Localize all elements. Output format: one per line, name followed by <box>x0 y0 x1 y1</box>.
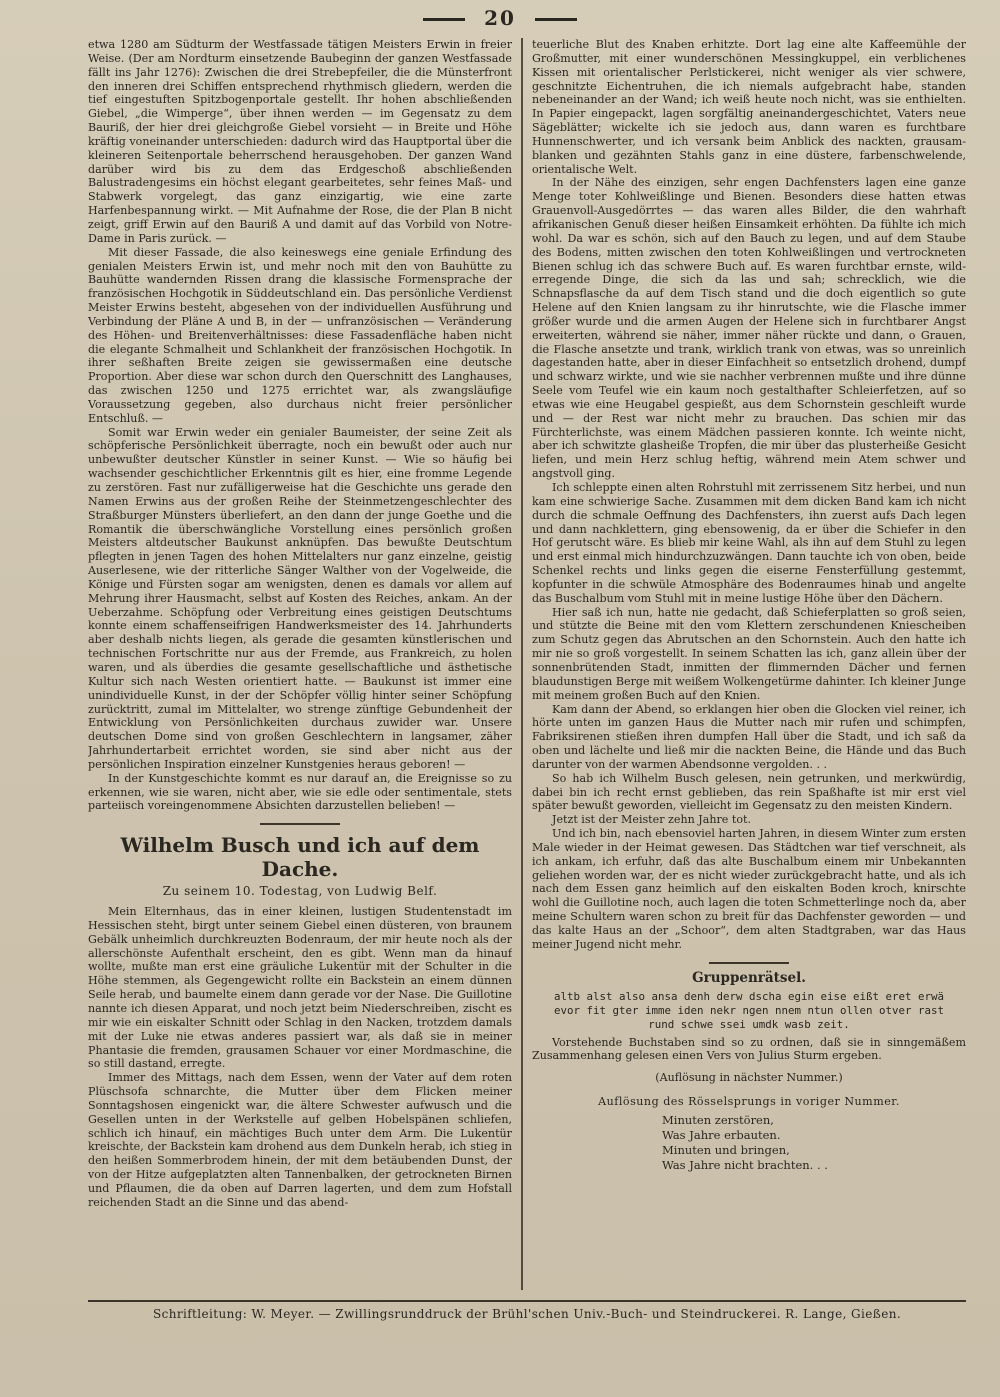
page-number <box>0 6 1000 30</box>
article-paragraph: etwa 1280 am Südturm der Westfassade tätigen Meisters Erwin in freier Weise. (Der am Nordturm einsetzende Baubeginn der ganzen Westfassade fällt ins Jahr 1276): Zwischen die drei Strebepfeiler, die die Münsterfront den inneren drei Schiffen entsprechend rhythmisch gliedern, werden die tief eingestuften Spitzbogenportale gestellt. Ihr hohen abschließenden Giebel, „die Wimperge“, über ihnen werden — im Gegensatz zu dem Bauriß, der hier drei gleichgroße Giebel vorsieht — in Breite und Höhe kräftig voneinander unterschieden: dadurch wird das Hauptportal über die kleineren Seitenportale beherrschend herausgehoben. Der ganzen Wand darüber wird bis zu dem das Erdgeschoß abschließenden Balustradengesims ein höchst elegant gearbeitetes, sehr feines Maß- und Stabwerk vorgelegt, das ganz einzigartig, wie eine zarte Harfenbespannung wirkt. — Mit Aufnahme der Rose, die der Plan B nicht zeigt, griff Erwin auf den Bauriß A und damit auf das Vorbild von Notre-Dame in Paris zurück. — <box>88 38 512 245</box>
article-byline: Zu seinem 10. Todestag, von Ludwig Belf. <box>162 884 438 899</box>
article-paragraph: Hier saß ich nun, hatte nie gedacht, daß Schieferplatten so groß seien, und stützte die Beine mit den vom Klettern zerschundenen Kniescheiben zum Schutz gegen das Abrutschen an den Schornstein. Auch den hatte ich mir nie so groß vorgestellt. In seinem Schatten las ich, ganz allein über der sonnenbrütenden Stadt, inmitten der flimmernden Dächer und fernen blaudunstigen Berge mit weißem Wolkengetürme dahinter. Ich kleiner Junge mit meinem großen Buch auf den Knien. <box>532 605 966 702</box>
article-paragraph: Jetzt ist der Meister zehn Jahre tot. <box>552 813 751 827</box>
poem-line: Was Jahre erbauten. <box>662 1127 781 1142</box>
column-divider <box>521 38 523 1290</box>
puzzle-letter-line: evor fit gter imme iden nekr ngen nnem ntun ollen otver rast <box>553 1003 945 1017</box>
dash-right <box>535 18 577 21</box>
poem-line: Minuten zerstören, <box>662 1112 774 1127</box>
article-paragraph: Kam dann der Abend, so erklangen hier oben die Glocken viel reiner, ich hörte unten im ganzen Haus die Mutter nach mir rufen und schimpfen, Fabriksirenen stießen ihren dumpfen Hall über die Stadt, und ich saß da oben und lächelte und ließ mir die nackten Beine, die Hände und das Buch darunter von der warmen Abendsonne vergolden. . . <box>532 702 966 771</box>
poem-line: Minuten und bringen, <box>662 1142 790 1157</box>
article-paragraph: Somit war Erwin weder ein genialer Baumeister, der seine Zeit als schöpferische Persönlichkeit überragte, noch ein bewußt oder auch nur unbewußter deutscher Künstler in seiner Kunst. — Wie so häufig bei wachsender geschichtlicher Erkenntnis gilt es hier, eine fromme Legende zu zerstören. Fast nur zufälligerweise hat die Geschichte uns gerade den Namen Erwins aus der großen Reihe der Steinmetzengeschlechter des Straßburger Münsters überliefert, an den dann der junge Goethe und die Romantik die überschwängliche Vorstellung eines persönlich großen Meisters altdeutscher Baukunst anknüpfen. Das bewußte Deutschtum pflegten in jenen Tagen des hohen Mittelalters nur ganz einzelne, geistig Auserlesene, wie der ritterliche Sänger Walther von der Vogelweide, die Könige und Fürsten sogar am wenigsten, denen es damals vor allem auf Mehrung ihrer Hausmacht, selbst auf Kosten des Reiches, ankam. An der Ueberzahme. Schöpfung oder Verbreitung eines geistigen Deutschtums konnte einem schaffenseifrigen Handwerksmeister des 14. Jahrhunderts aber deshalb nichts liegen, als gerade die gesamten künstlerischen und technischen Fortschritte nur aus der Fremde, aus Frankreich, zu holen waren, und als überdies die gesamte gesellschaftliche und ästhetische Kultur sich nach Westen orientiert hatte. — Baukunst ist immer eine unindividuelle Kunst, in der der Schöpfer völlig hinter seiner Schöpfung zurücktritt, zumal im Mittelalter, wo strenge zünftige Gebundenheit der Entwicklung von Persönlichkeiten durchaus zuwider war. Unsere deutschen Dome sind von großen Geschlechtern in langsamer, zäher Jahrhundertarbeit errichtet worden, sie sind aber nicht aus der persönlichen Inspiration einzelner Kunstgenies heraus geboren! — <box>88 425 512 771</box>
article-title: Wilhelm Busch und ich auf dem Dache. <box>120 833 480 882</box>
puzzle-title: Gruppenrätsel. <box>692 969 806 986</box>
article-paragraph: Mit dieser Fassade, die also keineswegs eine geniale Erfindung des genialen Meisters Erwin ist, und mehr noch mit den von Bauhütte zu Bauhütte wandernden Rissen drang die klassische Formensprache der französischen Hochgotik in Süddeutschland ein. Das persönliche Verdienst Meister Erwins besteht, abgesehen von der individuellen Ausführung und Verbindung der Pläne A und B, in der — unfranzösischen — Veränderung des Höhen- und Breitenverhältnisses: diese Fassadenfläche haben nicht die elegante Schmalheit und Schlankheit der französischen Hochgotik. In ihrer seßhaften Breite zeigen sie gewissermaßen eine deutsche Proportion. Aber diese war schon durch den Querschnitt des Langhauses, das zwischen 1250 und 1275 errichtet war, als zwangsläufige Voraussetzung gegeben, also durchaus nicht freier persönlicher Entschluß. — <box>88 245 512 425</box>
puzzle-note: (Auflösung in nächster Nummer.) <box>655 1071 843 1085</box>
article-paragraph: Und ich bin, nach ebensoviel harten Jahren, in diesem Winter zum ersten Male wieder in der Heimat gewesen. Das Städtchen war tief verschneit, als ich ankam, ich erfuhr, daß das alte Buschalbum einem mir Unbekannten geliehen worden war, der es nicht wieder zurückgebracht hatte, und als ich nach dem Essen ganz heimlich auf den eiskalten Boden kroch, knirschte wohl die Guillotine noch, auch lagen die toten Schmetterlinge noch da, aber meine Schultern waren schon zu breit für das Dachfenster geworden — und das kalte Haus an der „Schoor“, dem alten Stadtgraben, war das Haus meiner Jugend nicht mehr. <box>532 827 966 951</box>
article-paragraph: Immer des Mittags, nach dem Essen, wenn der Vater auf dem roten Plüschsofa schnarchte, die Mutter über dem Flicken meiner Sonntagshosen eingenickt war, die ältere Schwester aufwusch und die Gesellen unten in der Werkstelle auf gelben Hobelspänen schliefen, schlich ich hinauf, ein mächtiges Buch unter dem Arm. Die Lukentür kreischte, der Backstein kam drohend aus dem Dunkeln herab, ich stieg in den heißen Sommerbrodem hinein, der mit dem betäubenden Dunst, der von der Hitze aufgeplatzten alten Tannenbalken, der getrockneten Birnen und Pflaumen, die da oben auf Darren lagerten, und dem zum Hofstall reichenden Stadt an die Sinne und das abend- <box>88 1071 512 1209</box>
right-column <box>532 38 966 1288</box>
article-paragraph: In der Kunstgeschichte kommt es nur darauf an, die Ereignisse so zu erkennen, wie sie waren, nicht aber, wie sie edle oder sentimentale, stets parteiisch voreingenommene Absichten darzustellen belieben! — <box>88 771 512 813</box>
article-paragraph: Ich schleppte einen alten Rohrstuhl mit zerrissenem Sitz herbei, und nun kam eine schwierige Sache. Zusammen mit dem dicken Band kam ich nicht durch die schmale Oeffnung des Dachfensters, ihn zuerst aufs Dach legen und dann nachklettern, ging ebensowenig, da er über die Schiefer in den Hof gerutscht wäre. Es blieb mir keine Wahl, als ihn auf dem Stuhl zu legen und erst einmal mich hindurchzuzwängen. Dann tauchte ich von oben, beide Schenkel rechts und links gegen die eiserne Fensterfüllung gestemmt, kopfunter in die schwüle Atmosphäre des Bodenraumes hinab und angelte das Buschalbum vom Stuhl mit in meine lustige Höhe über den Dächern. <box>532 481 966 605</box>
article-paragraph: In der Nähe des einzigen, sehr engen Dachfensters lagen eine ganze Menge toter Kohlweißlinge und Bienen. Besonders diese hatten etwas Grauenvoll-Ausgedörrtes — das waren alles Bilder, die den wahrhaft afrikanischen Genuß dieser heißen Einsamkeit erhöhten. Da fühlte ich mich wohl. Da war es schön, sich auf den Bauch zu legen, und auf dem Staube des Bodens, mitten zwischen den toten Kohlweißlingen und vertrockneten Bienen schlug ich das schwere Buch auf. Es waren furchtbar ernste, wild-erregende Dinge, die sich da las und sah; schrecklich, wie die Schnapsflasche da auf dem Tisch stand und die doch eigentlich so gute Helene auf den Knien langsam zu ihr hinrutschte, wie die Flasche immer größer wurde und die armen Augen der Helene sich in furchtbarer Angst erweiterten, während sie näher, immer näher rückte und dann, o Grauen, die Flasche ansetzte und trank, wirklich trank von etwas, was so unreinlich dagestanden hatte, aber in dieser Einfachheit so entsetzlich drohend, dumpf und schwarz wirkte, und wie sie nachher verbrennen mußte und ihre dünne Seele vom Teufel wie ein kaum noch gestalthafter Schleierfetzen, auf so etwas wie eine Heugabel gespießt, aus dem Schornstein geschleift wurde und — der Rest war nicht mehr zu brauchen. Das schien mir das Fürchterlichste, was einem Mädchen passieren konnte. Ich weinte nicht, aber ich schwitzte glasheiße Tropfen, die mir über das plusterheiße Gesicht liefen, und mein Herz schlug heftig, während mein Atem schwer und angstvoll ging. <box>532 176 966 481</box>
puzzle-instructions: Vorstehende Buchstaben sind so zu ordnen, daß sie in sinngemäßem Zusammenhang gelesen einen Vers von Julius Sturm ergeben. <box>532 1035 966 1063</box>
puzzle-letter-line: altb alst also ansa denh derw dscha egin eise eißt eret erwä <box>553 989 945 1003</box>
section-divider <box>260 823 340 825</box>
section-divider <box>709 962 789 964</box>
page-number-value: 20 <box>484 6 516 30</box>
article-paragraph: Mein Elternhaus, das in einer kleinen, lustigen Studentenstadt im Hessischen steht, birgt unter seinem Giebel einen düsteren, von braunem Gebälk unheimlich durchkreuzten Bodenraum, der mir heute noch als der allerschönste Aufenthalt erscheint, den es gibt. Wenn man da hinauf wollte, mußte man erst eine gräuliche Lukentür mit der Schulter in die Höhe stemmen, als Gegengewicht rollte ein Backstein an einem dünnen Seile herab, und baumelte einem dann gerade vor der Nase. Die Guillotine nannte ich diesen Apparat, und noch jetzt beim Niederschreiben, zischt es mir wie ein eiskalter Schnitt oder Schlag in den Nacken, trotzdem damals mit der Luke nie etwas anderes passiert war, als daß sie in meiner Phantasie die fremden, grausamen Schauer vor einer Mordmaschine, die so still dastand, erregte. <box>88 905 512 1071</box>
article-paragraph: teuerliche Blut des Knaben erhitzte. Dort lag eine alte Kaffeemühle der Großmutter, mit einer wunderschönen Messingkuppel, ein verblichenes Kissen mit orientalischer Perlstickerei, nicht weniger als vier schwere, geschnitzte Eichentruhen, die ich niemals aufgebracht habe, standen nebeneinander an der Wand; ich weiß heute noch nicht, was sie enthielten. In Papier eingepackt, lagen sorgfältig aneinandergeschichtet, Vaters neue Sägeblätter; wickelte ich sie jedoch aus, dann waren es furchtbare Hunnenschwerter, und ich versank beim Anblick des nackten, grausam-blanken und gezähnten Stahls ganz in eine düstere, farbenschwelende, orientalische Welt. <box>532 38 966 176</box>
poem-line: Was Jahre nicht brachten. . . <box>662 1157 828 1172</box>
left-column <box>88 38 512 1288</box>
puzzle-letter-line: rund schwe ssei umdk wasb zeit. <box>648 1017 850 1031</box>
article-paragraph: So hab ich Wilhelm Busch gelesen, nein getrunken, und merkwürdig, dabei bin ich recht ernst geblieben, das rein Spaßhafte ist mir erst viel später bewußt geworden, vielleicht im Gegensatz zu den meisten Kindern. <box>532 771 966 813</box>
footer-rule <box>88 1300 966 1302</box>
solution-poem <box>662 1113 966 1173</box>
solution-title: Auflösung des Rösselsprungs in voriger Nummer. <box>598 1095 900 1109</box>
puzzle-letters <box>532 990 966 1032</box>
dash-left <box>423 18 465 21</box>
imprint-footer: Schriftleitung: W. Meyer. — Zwillingsrunddruck der Brühl'schen Univ.-Buch- und Steindruckerei. R. Lange, Gießen. <box>152 1307 902 1321</box>
